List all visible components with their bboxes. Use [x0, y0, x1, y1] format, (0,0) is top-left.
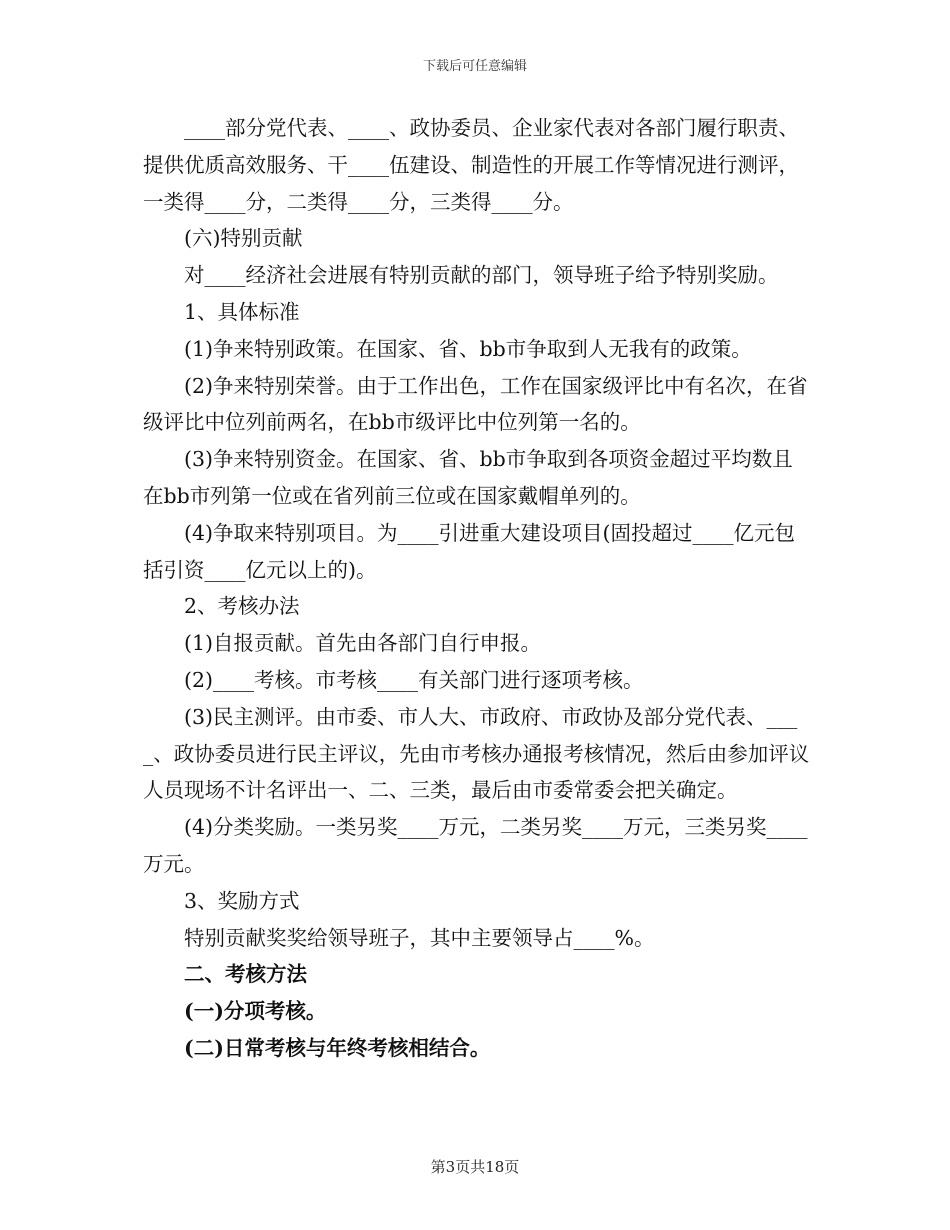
list-item-self-report: (1)自报贡献。首先由各部门自行申报。 [184, 631, 542, 656]
list-item-special-honor: (2)争来特别荣誉。由于工作出色，工作在国家级评比中有名次，在省级评比中位列前两名，在bb市级评比中位列第一名的。 [143, 373, 808, 435]
subsection-heading-daily-and-annual: (二)日常考核与年终考核相结合。 [184, 1035, 491, 1060]
list-item-democratic-evaluation: (3)民主测评。由市委、市人大、市政府、市政协及部分党代表、____、政协委员进行民主评议，先由市考核办通报考核情况，然后由参加评议人员现场不计名评出一、二、三类，最后由市委常委会把关确定。 [143, 704, 810, 803]
document-body [143, 110, 813, 1067]
section-heading-assessment-methods: 二、考核方法 [184, 962, 307, 987]
page-header: 下载后可任意编辑 [422, 59, 527, 74]
section-heading-special-contribution: (六)特别贡献 [184, 226, 303, 251]
subsection-heading-itemized-assessment: (一)分项考核。 [184, 999, 327, 1024]
list-item-classified-rewards: (4)分类奖励。一类另奖____万元，二类另奖____万元，三类另奖____万元。 [143, 815, 808, 876]
list-item-special-policy: (1)争来特别政策。在国家、省、bb市争取到人无我有的政策。 [184, 336, 752, 361]
list-item-special-funds: (3)争来特别资金。在国家、省、bb市争取到各项资金超过平均数且在bb市列第一位或在省列前三位或在国家戴帽单列的。 [143, 447, 793, 508]
subheading-reward-method: 3、奖励方式 [184, 888, 300, 913]
subheading-assessment-method: 2、考核办法 [184, 594, 300, 619]
subheading-specific-standards: 1、具体标准 [184, 299, 300, 324]
list-item-assessment: (2)____考核。市考核____有关部门进行逐项考核。 [184, 667, 644, 692]
page-footer: 第3页共18页 [430, 1158, 520, 1176]
paragraph-reward-allocation: 特别贡献奖奖给领导班子，其中主要领导占____%。 [184, 925, 655, 950]
list-item-special-projects: (4)争取来特别项目。为____引进重大建设项目(固投超过____亿元包括引资____亿元以上的)。 [143, 520, 796, 582]
paragraph-evaluation-continued: ____部分党代表、____、政协委员、企业家代表对各部门履行职责、提供优质高效服务、干____伍建设、制造性的开展工作等情况进行测评，一类得____分，二类得____分，三类得____分。 [143, 116, 799, 214]
paragraph-special-award-intro: 对____经济社会进展有特别贡献的部门，领导班子给予特别奖励。 [184, 263, 779, 288]
